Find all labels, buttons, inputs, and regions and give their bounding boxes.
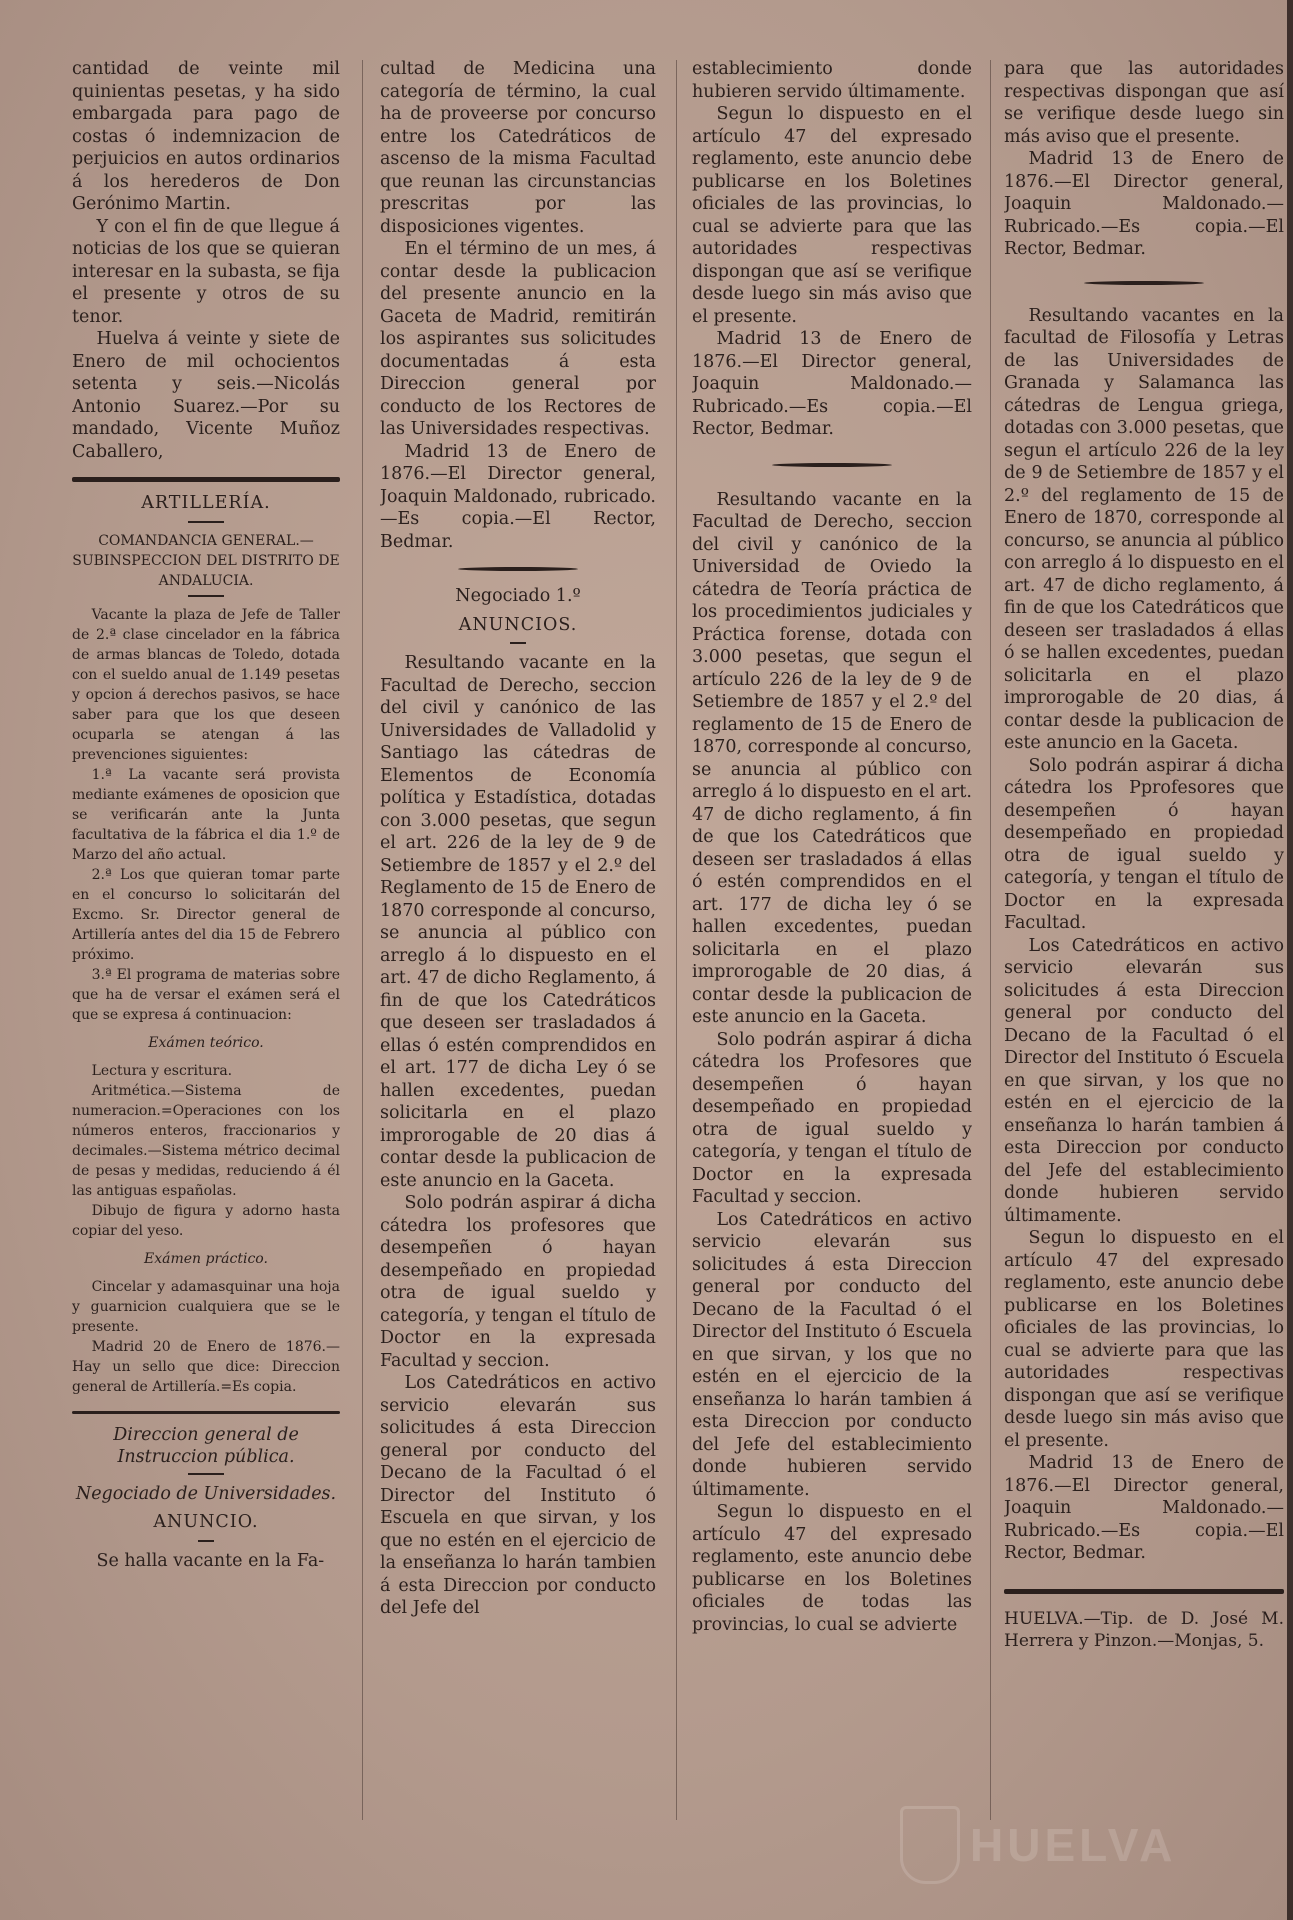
paragraph: Dibujo de figura y adorno hasta copiar del yeso. <box>72 1202 340 1239</box>
heading-anuncio: ANUNCIO. <box>153 1512 259 1532</box>
paragraph: Madrid 13 de Enero de 1876.—El Director general, Joaquin Maldonado.—Rubricado.—Es copia.—El Rector, Bedmar. <box>1004 1453 1284 1563</box>
column-rule <box>362 60 363 1820</box>
paragraph: Solo podrán aspirar á dicha cátedra los Profesores que desempeñen ó hayan desempeñado en propiedad otra de igual sueldo y categoría, y tengan el título de Doctor en la expresada Facultad y seccion. <box>692 1029 972 1207</box>
divider <box>188 1473 224 1475</box>
paragraph: Madrid 13 de Enero de 1876.—El Director general, Joaquin Maldonado, rubricado.—Es copia.—El Rector, Bedmar. <box>380 441 656 552</box>
paragraph: Y con el fin de que llegue á noticias de los que se quieran interesar en la subasta, se fija el presente y otros de su tenor. <box>72 216 340 327</box>
column-rule <box>676 60 677 1820</box>
subheading-negociado-1: Negociado 1.º <box>455 586 581 606</box>
paragraph: Resultando vacantes en la facultad de Filosofía y Letras de las Universidades de Granada y Salamanca las cátedras de Lengua griega, dotadas con 3.000 pesetas, que segun el artículo 226 de la ley de 9 de Setiembre de 1857 y el 2.º del reglamento de 15 de Enero de 1870, corresponde al concurso, se anuncia al público con arreglo á lo dispuesto en el art. 47 de dicho reglamento, á fin de que los Catedráticos que deseen ser trasladados á ellas ó se hallen excedentes, puedan solicitarla en el plazo improrogable de 20 dias, á contar desde la publicacion de este anuncio en la Gaceta. <box>1004 305 1284 753</box>
subheading-comandancia: COMANDANCIA GENERAL.—SUBINSPECCION DEL DISTRITO DE ANDALUCIA. <box>72 532 340 589</box>
watermark <box>900 1800 1220 1890</box>
list-item: 1.ª La vacante será provista mediante exámenes de oposicion que se verificarán ante la Junta facultativa de la fábrica el dia 1.º de Marzo del año actual. <box>72 766 340 863</box>
column-1 <box>72 58 340 1908</box>
column-2 <box>380 58 656 1908</box>
subheading-direccion: Direccion general de Instruccion pública. <box>113 1424 299 1467</box>
paragraph: Resultando vacante en la Facultad de Derecho, seccion del civil y canónico de las Universidades de Valladolid y Santiago las cátedras de Elementos de Economía política y Estadística, dotadas con 3.000 pesetas, que segun el art. 226 de la ley de 9 de Setiembre de 1857 y el 2.º del Reglamento de 15 de Enero de 1870 corresponde al concurso, se anuncia al público con arreglo á lo dispuesto en el art. 47 de dicho Reglamento, á fin de que los Catedráticos que deseen ser trasladados á ellas ó estén comprendidos en el art. 177 de dicha Ley ó se hallen excedentes, puedan solicitarla en el plazo improrogable de 20 dias á contar desde la publicacion de este anuncio en la Gaceta. <box>380 653 656 1191</box>
column-rule <box>990 60 991 1820</box>
section-divider <box>1004 1589 1284 1594</box>
watermark-text: HUELVA <box>970 1819 1177 1871</box>
paragraph: Los Catedráticos en activo servicio elevarán sus solicitudes á esta Direccion general por conducto del Decano de la Facultad ó el Director del Instituto ó Escuela en que sirvan, y los que no estén en el ejercicio de la enseñanza lo harán tambien á esta Direccion por conducto del Jefe del establecimiento donde hubieren servido últimamente. <box>1004 935 1284 1226</box>
paragraph: Se halla vacante en la Fa- <box>96 1550 325 1571</box>
list-item: 2.ª Los que quieran tomar parte en el concurso lo solicitarán del Excmo. Sr. Director general de Artillería antes del dia 15 de Febrero próximo. <box>72 866 340 963</box>
paragraph: Los Catedráticos en activo servicio elevarán sus solicitudes á esta Direccion general por conducto del Decano de la Facultad ó el Director del Instituto ó Escuela en que sirvan, y los que no estén en el ejercicio de la enseñanza lo harán tambien á esta Direccion por conducto del Jefe del <box>380 1373 656 1618</box>
heading-anuncios: ANUNCIOS. <box>458 614 578 635</box>
paragraph: Huelva á veinte y siete de Enero de mil ochocientos setenta y seis.—Nicolás Antonio Suarez.—Por su mandado, Vicente Muñoz Caballero, <box>72 329 340 462</box>
list-item: 3.ª El programa de materias sobre que ha de versar el exámen será el que se expresa á continuacion: <box>72 966 340 1023</box>
paragraph: cultad de Medicina una categoría de término, la cual ha de proveerse por concurso entre los Catedráticos de ascenso de la misma Facultad que reunan las circunstancias prescritas por las disposiciones vigentes. <box>380 59 656 237</box>
paragraph: Solo podrán aspirar á dicha cátedra los Pprofesores que desempeñen ó hayan desempeñado en propiedad otra de igual sueldo y categoría, y tengan el título de Doctor en la expresada Facultad. <box>1004 755 1284 933</box>
section-divider <box>72 477 340 482</box>
printer-imprint: HUELVA.—Tip. de D. José M. Herrera y Pinzon.—Monjas, 5. <box>1004 1608 1284 1651</box>
paragraph: cantidad de veinte mil quinientas pesetas, y ha sido embargada para pago de costas ó indemnizacion de perjuicios en autos ordinarios á los herederos de Don Gerónimo Martin. <box>72 59 340 214</box>
subheading-examen-teorico: Exámen teórico. <box>148 1034 264 1051</box>
paragraph: Madrid 13 de Enero de 1876.—El Director general, Joaquin Maldonado.—Rubricado.—Es copia.—El Rector, Bedmar. <box>692 329 972 439</box>
divider <box>188 595 224 597</box>
section-divider <box>72 1411 340 1414</box>
paragraph: Segun lo dispuesto en el artículo 47 del expresado reglamento, este anuncio debe publicarse en los Boletines oficiales de todas las provincias, lo cual se advierte <box>692 1502 972 1635</box>
page-edge <box>1287 0 1293 1920</box>
paragraph: para que las autoridades respectivas dispongan que así se verifique desde luego sin más aviso que el presente. <box>1004 59 1284 147</box>
paragraph: Cincelar y adamasquinar una hoja y guarnicion cualquiera que se le presente. <box>72 1278 340 1335</box>
subheading-examen-practico: Exámen práctico. <box>144 1250 268 1267</box>
paragraph: Segun lo dispuesto en el artículo 47 del expresado reglamento, este anuncio debe publicarse en los Boletines oficiales de las provincias, lo cual se advierte para que las autoridades respectivas dispongan que así se verifique desde luego sin más aviso que el presente. <box>692 104 972 327</box>
column-4 <box>1004 58 1284 1908</box>
paragraph: Segun lo dispuesto en el artículo 47 del expresado reglamento, este anuncio debe publicarse en los Boletines oficiales de las provincias, lo cual se advierte para que las autoridades respectivas dispongan que así se verifique desde luego sin más aviso que el presente. <box>1004 1228 1284 1451</box>
paragraph: establecimiento donde hubieren servido últimamente. <box>692 59 972 102</box>
section-divider <box>772 463 892 467</box>
paragraph: Lectura y escritura. <box>91 1062 233 1079</box>
paragraph: Solo podrán aspirar á dicha cátedra los profesores que desempeñen ó hayan desempeñado en propiedad otra de igual sueldo y categoría, y tengan el título de Doctor en la expresada Facultad y seccion. <box>380 1193 656 1371</box>
paragraph: Aritmética.—Sistema de numeracion.=Operaciones con los números enteros, fraccionarios y decimales.—Sistema métrico decimal de pesas y medidas, reduciendo á él las antiguas españolas. <box>72 1082 340 1199</box>
section-divider <box>1084 281 1204 285</box>
paragraph: Madrid 20 de Enero de 1876.—Hay un sello que dice: Direccion general de Artillería.=Es copia. <box>72 1338 340 1395</box>
divider <box>188 521 224 523</box>
section-divider <box>458 567 578 571</box>
divider <box>198 1540 214 1542</box>
paragraph: En el término de un mes, á contar desde la publicacion del presente anuncio en la Gaceta de Madrid, remitirán los aspirantes sus solicitudes documentadas á esta Direccion general por conducto de los Rectores de las Universidades respectivas. <box>380 239 656 439</box>
paragraph: Resultando vacante en la Facultad de Derecho, seccion del civil y canónico de la Universidad de Oviedo la cátedra de Teoría práctica de los procedimientos judiciales y Práctica forense, dotada con 3.000 pesetas, que segun el artículo 226 de la ley de 9 de Setiembre de 1857 y el 2.º del reglamento de 15 de Enero de 1870, corresponde al concurso, se anuncia al público con arreglo á lo dispuesto en el art. 47 de dicho reglamento, á fin de que los Catedráticos que deseen ser trasladados á ellas ó estén comprendidos en el art. 177 de dicha ley ó se hallen excedentes, puedan solicitarla en el plazo improrogable de 20 dias, á contar desde la publicacion de este anuncio en la Gaceta. <box>692 489 972 1027</box>
paragraph: Vacante la plaza de Jefe de Taller de 2.ª clase cincelador en la fábrica de armas blancas de Toledo, dotada con el sueldo anual de 1.149 pesetas y opcion á derechos pasivos, se hace saber para que los que deseen ocuparla se atengan á las prevenciones siguientes: <box>72 606 340 763</box>
column-3 <box>692 58 972 1908</box>
paragraph: Los Catedráticos en activo servicio elevarán sus solicitudes á esta Direccion general por conducto del Decano de la Facultad ó el Director del Instituto ó Escuela en que sirvan, y los que no estén en el ejercicio de la enseñanza lo harán tambien á esta Direccion por conducto del Jefe del establecimiento donde hubieren servido últimamente. <box>692 1209 972 1500</box>
divider <box>510 642 526 644</box>
subheading-negociado: Negociado de Universidades. <box>75 1483 337 1504</box>
paragraph: Madrid 13 de Enero de 1876.—El Director general, Joaquin Maldonado.—Rubricado.—Es copia.—El Rector, Bedmar. <box>1004 149 1284 259</box>
section-heading-artilleria: ARTILLERÍA. <box>141 493 271 513</box>
coat-of-arms-icon <box>900 1806 960 1884</box>
